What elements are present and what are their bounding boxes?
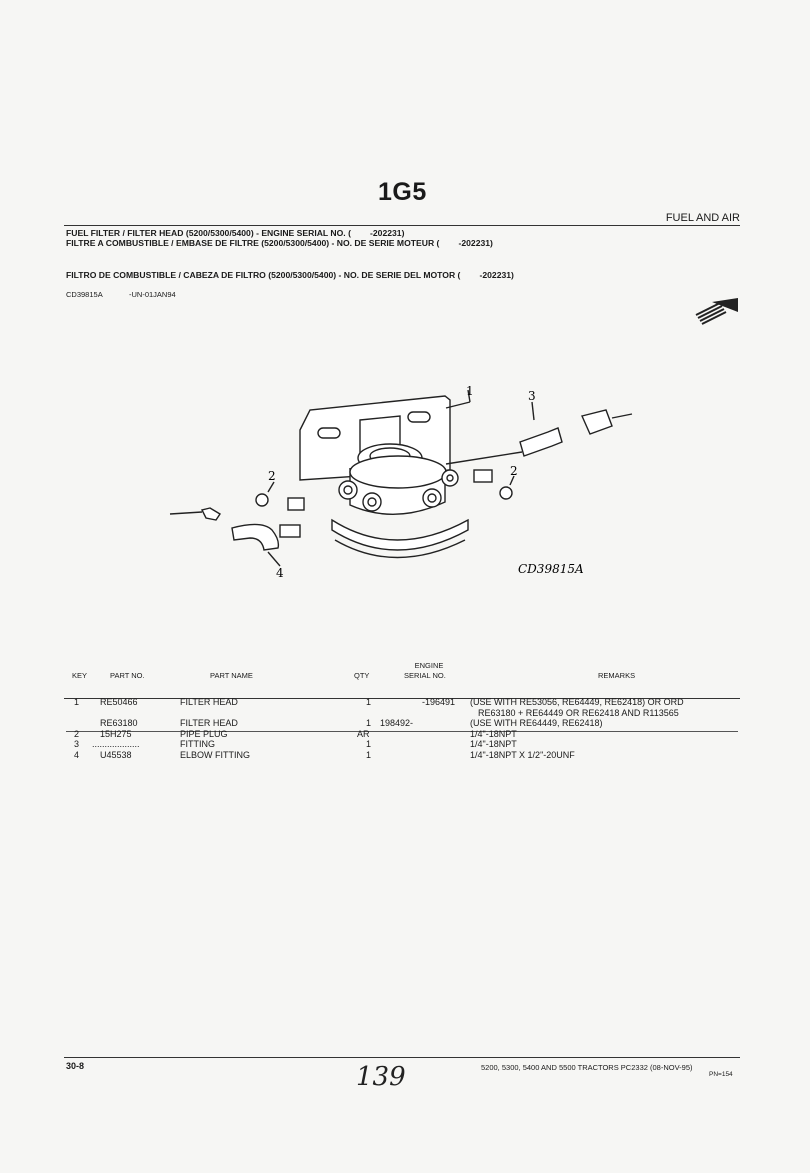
title-french: FILTRE A COMBUSTIBLE / EMBASE DE FILTRE (5200/5300/5400) - NO. DE SERIE MOTEUR ( -202231) [66, 238, 493, 248]
col-part-name: PART NAME [210, 671, 253, 680]
col-key: KEY [72, 671, 88, 680]
col-qty: QTY [354, 671, 370, 680]
row3-part-no: 15H275 [100, 729, 132, 739]
callout-1: 1 [466, 384, 474, 398]
footer-title: 5200, 5300, 5400 AND 5500 TRACTORS PC2332 (08-NOV-95) [481, 1063, 693, 1072]
row1-remarks-cont: RE63180 + RE64449 OR RE62418 AND R113565 [478, 708, 679, 718]
row2-remarks: (USE WITH RE64449, RE62418) [470, 718, 603, 728]
parts-diagram [150, 380, 650, 590]
row5-part-no: U45538 [100, 750, 132, 760]
row4-qty: 1 [366, 739, 372, 749]
row4-remarks: 1/4"-18NPT [470, 739, 517, 749]
row1-part-no: RE50466 [100, 697, 138, 707]
handwritten-page-number: 139 [356, 1062, 406, 1092]
callout-3: 3 [528, 389, 536, 403]
row4-part-name: FITTING [180, 739, 215, 749]
col-remarks: REMARKS [598, 671, 636, 680]
col-part-no: PART NO. [110, 671, 145, 680]
row3-key: 2 [74, 729, 80, 739]
row1-remarks: (USE WITH RE53056, RE64449, RE62418) OR ORD [470, 697, 684, 707]
page-code: 1G5 [378, 178, 427, 206]
figure-code: CD39815A [66, 290, 103, 299]
row2-qty: 1 [366, 718, 372, 728]
row2-part-no: RE63180 [100, 718, 138, 728]
row5-qty: 1 [366, 750, 372, 760]
col-engine: ENGINE [414, 661, 444, 670]
callout-2-right: 2 [510, 464, 518, 478]
row3-part-name: PIPE PLUG [180, 729, 228, 739]
row3-qty: AR [357, 729, 370, 739]
row4-part-no: ................... [92, 739, 140, 749]
row5-remarks: 1/4"-18NPT X 1/2"-20UNF [470, 750, 575, 760]
title-english: FUEL FILTER / FILTER HEAD (5200/5300/5400) - ENGINE SERIAL NO. ( -202231) [66, 228, 405, 238]
row5-key: 4 [74, 750, 80, 760]
row2-serial: 198492- [380, 718, 414, 728]
row1-part-name: FILTER HEAD [180, 697, 238, 707]
callout-2-left: 2 [268, 469, 276, 483]
row1-qty: 1 [366, 697, 372, 707]
title-spanish: FILTRO DE COMBUSTIBLE / CABEZA DE FILTRO (5200/5300/5400) - NO. DE SERIE DEL MOTOR ( -202231) [66, 270, 514, 280]
page-number: 30-8 [66, 1061, 85, 1071]
diagram-caption: CD39815A [518, 562, 584, 576]
callout-4: 4 [276, 566, 284, 580]
row2-part-name: FILTER HEAD [180, 718, 238, 728]
header-rule [64, 225, 740, 226]
section-label: FUEL AND AIR [665, 212, 740, 224]
row-separator [66, 731, 738, 732]
footer-pn: PN=154 [709, 1071, 733, 1078]
page-arrow-icon [694, 296, 740, 326]
row5-part-name: ELBOW FITTING [180, 750, 251, 760]
col-serial-no: SERIAL NO. [404, 671, 446, 680]
row1-key: 1 [74, 697, 80, 707]
figure-date: -UN-01JAN94 [129, 290, 176, 299]
row1-serial: -196491 [422, 697, 456, 707]
footer-rule [64, 1057, 740, 1058]
row4-key: 3 [74, 739, 80, 749]
row3-remarks: 1/4"-18NPT [470, 729, 517, 739]
